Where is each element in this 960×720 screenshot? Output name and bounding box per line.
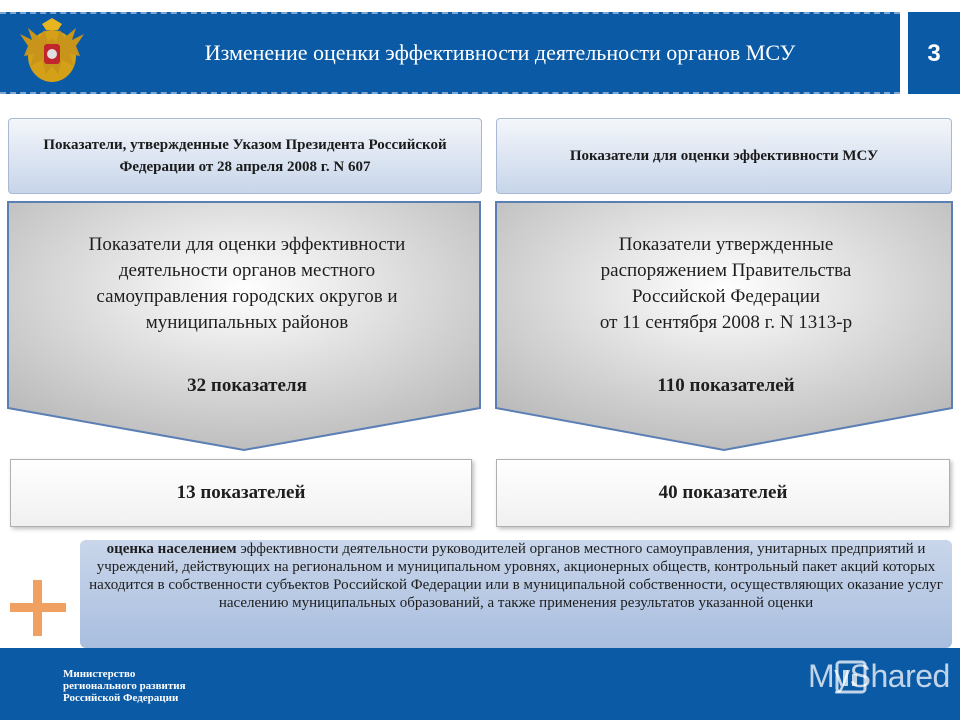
russian-coat-of-arms-icon xyxy=(14,16,90,92)
right-panel-text xyxy=(496,232,956,336)
slide-number: 3 xyxy=(927,40,941,67)
plus-icon xyxy=(8,578,68,638)
left-panel-line: муниципальных районов xyxy=(145,312,349,333)
left-panel-line: деятельности органов местного xyxy=(118,260,376,281)
myshared-watermark[interactable]: MyShared xyxy=(808,658,950,694)
right-headline-box xyxy=(496,118,952,194)
left-headline-box xyxy=(8,118,482,194)
ministry-line: Российской Федерации xyxy=(63,692,179,704)
right-panel-line: Показатели утвержденные xyxy=(618,234,834,255)
left-result-box xyxy=(10,459,472,527)
right-panel-line: распоряжением Правительства xyxy=(600,260,852,281)
ministry-line: Министерство xyxy=(63,668,136,680)
left-headline: Показатели, утвержденные Указом Президента Российской Федерации от 28 апреля 2008 г. N 607 xyxy=(43,137,447,175)
population-assessment-description xyxy=(80,540,952,648)
description-bold: оценка населением xyxy=(106,541,237,557)
ministry-name xyxy=(63,668,186,704)
right-headline: Показатели для оценки эффективности МСУ xyxy=(569,148,879,164)
left-panel-line: самоуправления городских округов и xyxy=(96,286,398,307)
right-panel-line: Российской Федерации xyxy=(631,286,821,307)
left-panel-count: 32 показателя xyxy=(187,375,307,396)
slide-number-box xyxy=(905,12,960,94)
slide-header xyxy=(0,0,960,100)
left-panel-line: Показатели для оценки эффективности xyxy=(88,234,406,255)
right-panel-line: от 11 сентября 2008 г. N 1313-р xyxy=(599,312,853,333)
description-text: эффективности деятельности руководителей органов местного самоуправления, унитарных предприятий и учреждений, действующих на региональном и муниципальном уровнях, акционерных обществ, контрольный пакет акций которых находится в собственности субъектов Российской Федерации или в муниципальной собственности, осуществляющих оказание услуг населению муниципальных образований, а также применения результатов указанной оценки xyxy=(89,541,943,611)
ministry-line: регионального развития xyxy=(63,680,186,692)
right-panel-count: 110 показателей xyxy=(657,375,795,396)
right-result: 40 показателей xyxy=(658,482,788,503)
left-panel-text xyxy=(10,232,484,336)
left-result: 13 показателей xyxy=(176,482,306,503)
slide-title: Изменение оценки эффективности деятельности органов МСУ xyxy=(204,40,796,65)
right-result-box xyxy=(496,459,950,527)
